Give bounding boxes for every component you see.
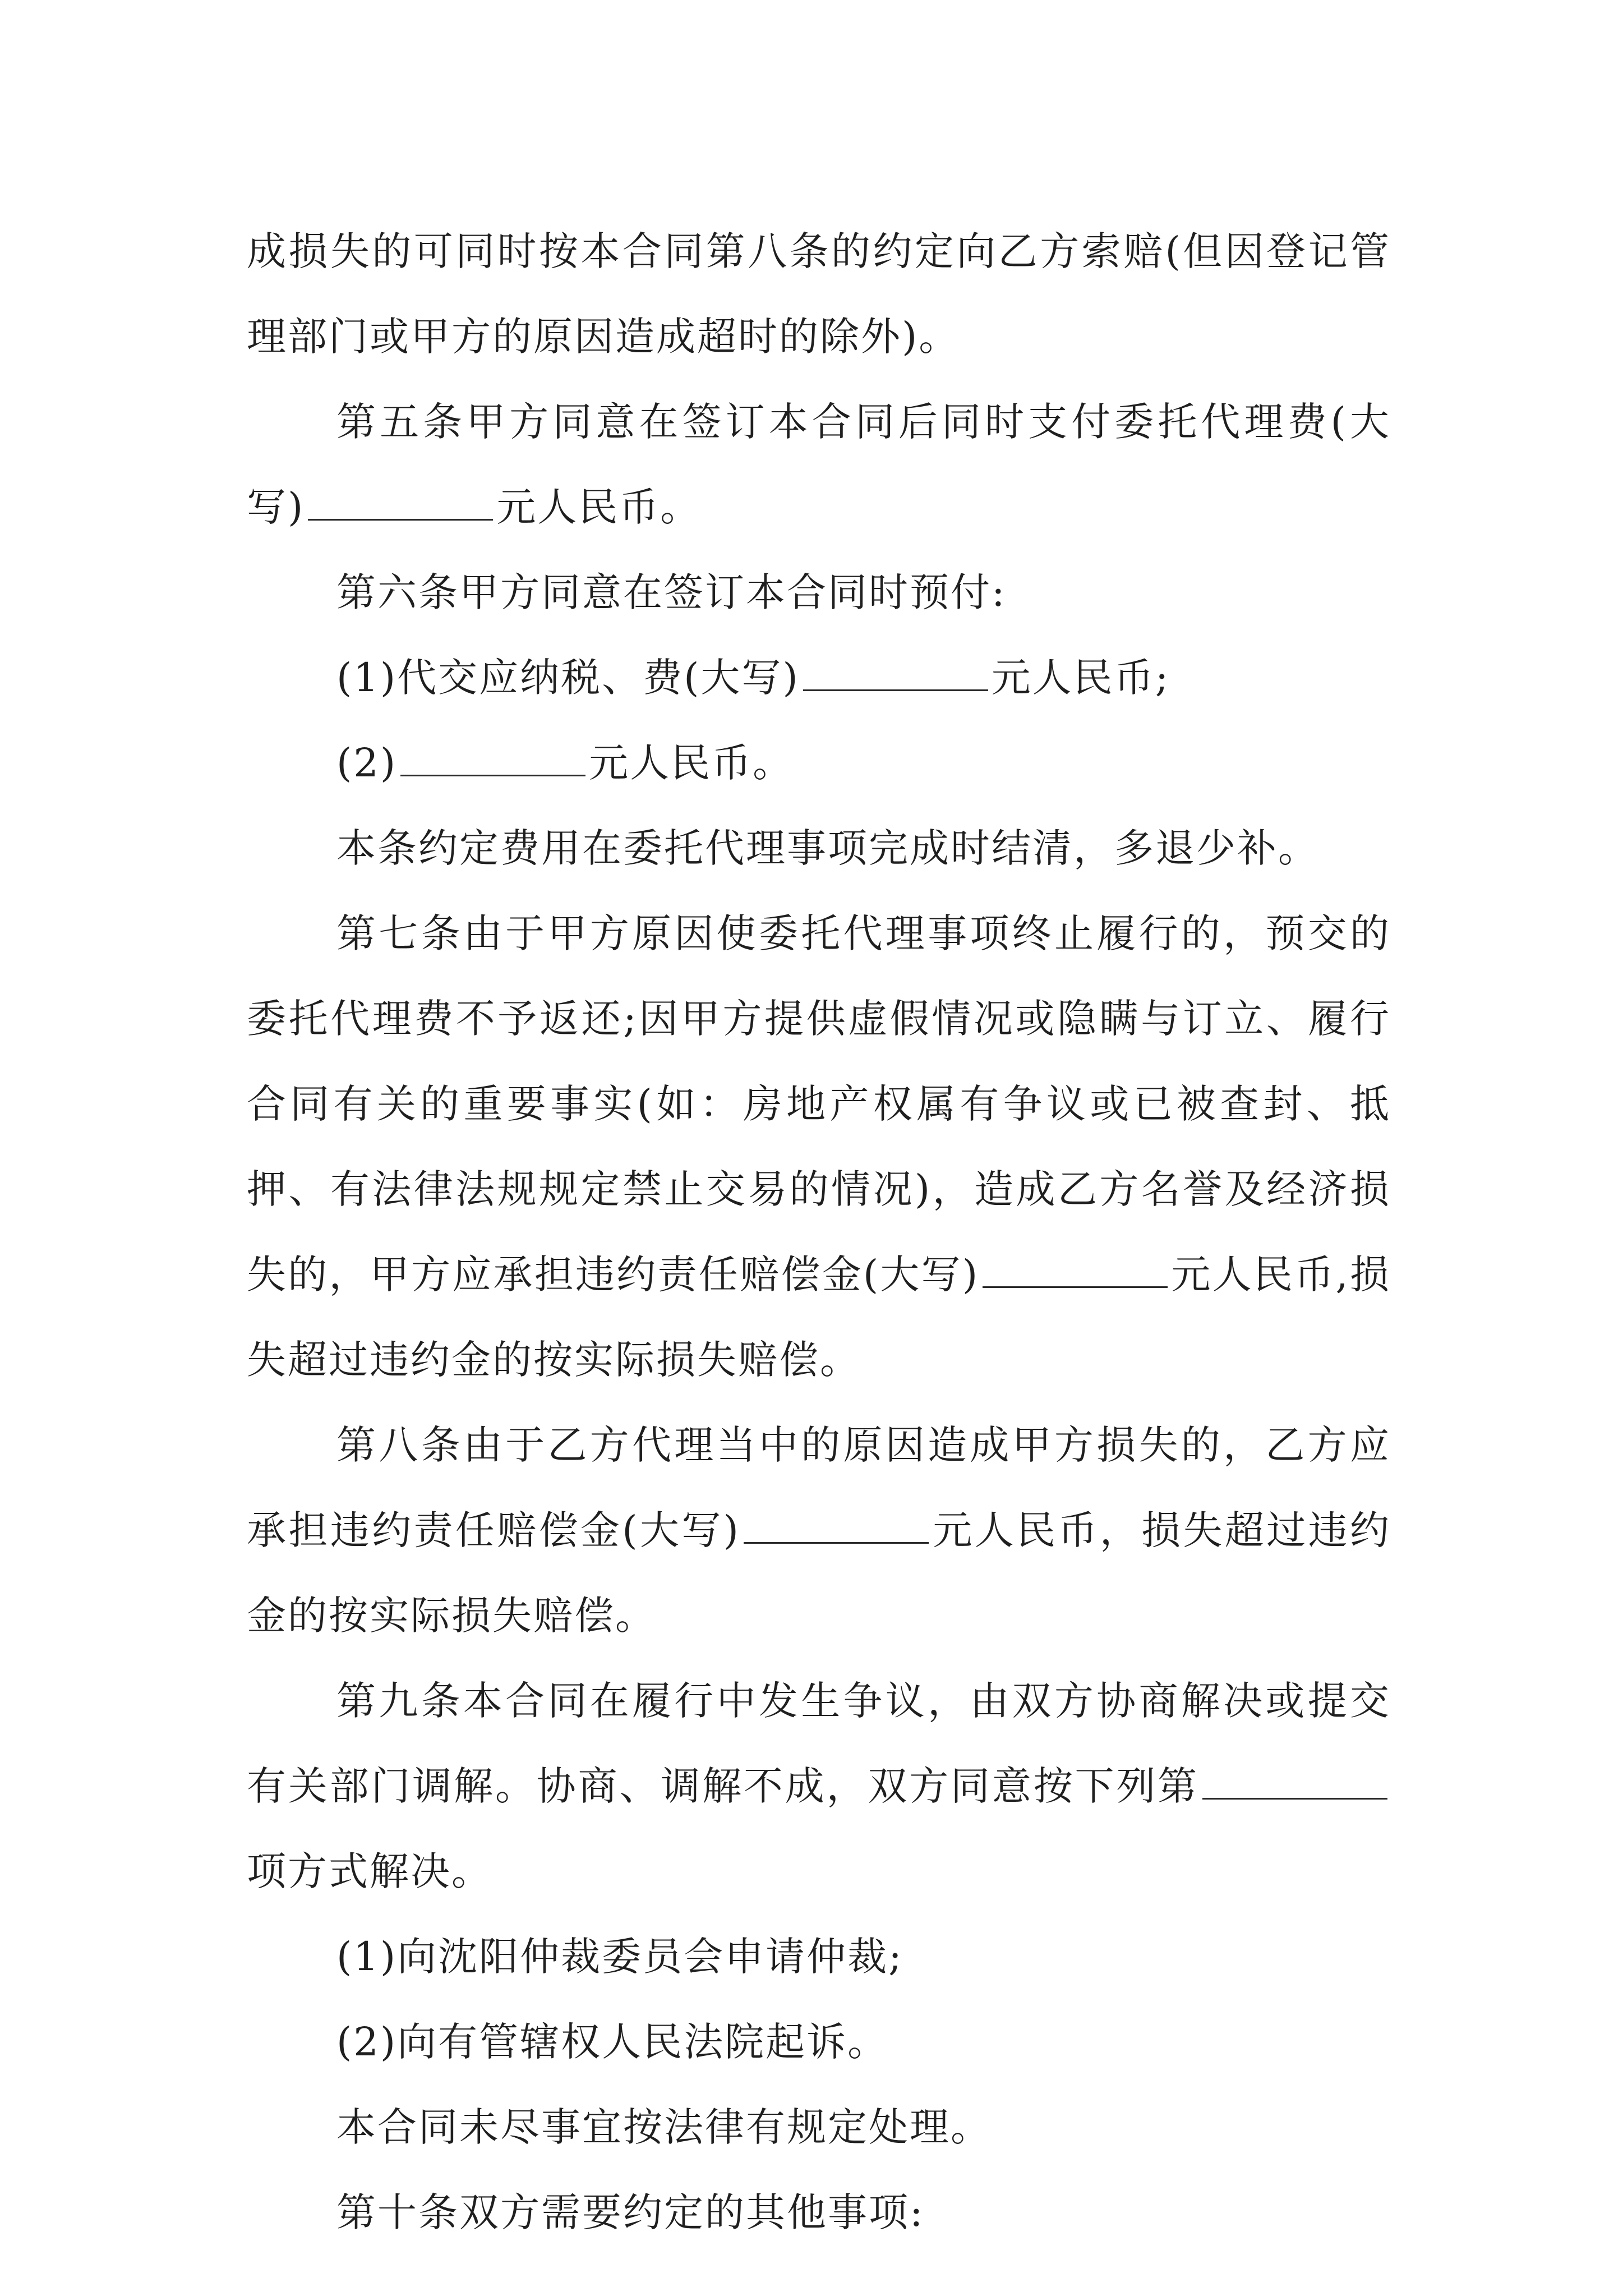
fill-in-blank[interactable]: [400, 742, 585, 776]
paragraph-clause-5: [247, 379, 1391, 550]
fill-in-blank[interactable]: [983, 1254, 1168, 1288]
paragraph-text: 本条约定费用在委托代理事项完成时结清，多退少补。: [336, 825, 1319, 871]
document-body: [247, 209, 1391, 2255]
paragraph-text: 元人民币。: [496, 484, 702, 530]
paragraph-text: 元人民币。: [589, 740, 794, 786]
paragraph-continuation-clause-4: [247, 209, 1391, 379]
paragraph-text: (2)向有管辖权人民法院起诉。: [336, 2019, 889, 2065]
paragraph-text: (2): [336, 740, 398, 786]
fill-in-blank[interactable]: [1202, 1765, 1387, 1800]
paragraph-clause-8: [247, 1402, 1391, 1658]
paragraph-text: 第九条本合同在履行中发生争议，由双方协商解决或提交有关部门调解。协商、调解不成，双方同意按下列第: [247, 1678, 1391, 1809]
paragraph-clause-6-settlement: [247, 806, 1391, 891]
fill-in-blank[interactable]: [308, 486, 493, 521]
paragraph-clause-7: [247, 891, 1391, 1402]
paragraph-text: 元人民币，损失超过违约金的按实际损失赔偿。: [247, 1507, 1391, 1639]
fill-in-blank[interactable]: [744, 1510, 929, 1544]
paragraph-clause-6: [247, 550, 1391, 635]
paragraph-text: 第六条甲方同意在签订本合同时预付:: [336, 569, 1007, 615]
paragraph-text: (1)代交应纳税、费(大写): [336, 655, 800, 701]
paragraph-text: 元人民币,损失超过违约金的按实际损失赔偿。: [247, 1251, 1391, 1383]
paragraph-clause-6-item-1: [247, 635, 1391, 720]
paragraph-clause-9-other: [247, 2085, 1391, 2170]
paragraph-text: 第十条双方需要约定的其他事项:: [336, 2189, 925, 2235]
paragraph-clause-6-item-2: [247, 720, 1391, 806]
paragraph-text: (1)向沈阳仲裁委员会申请仲裁;: [336, 1934, 903, 1980]
paragraph-clause-9-item-1: [247, 1914, 1391, 1999]
paragraph-clause-9-item-2: [247, 1999, 1391, 2085]
paragraph-text: 第八条由于乙方代理当中的原因造成甲方损失的，乙方应承担违约责任赔偿金(大写): [247, 1422, 1391, 1553]
paragraph-text: 第七条由于甲方原因使委托代理事项终止履行的，预交的委托代理费不予返还;因甲方提供虚假情况或隐瞒与订立、履行合同有关的重要事实(如：房地产权属有争议或已被查封、抵押、有法律法规规定禁止交易的情况)，造成乙方名誉及经济损失的，甲方应承担违约责任赔偿金(大写): [247, 910, 1391, 1297]
paragraph-text: 项方式解决。: [247, 1848, 492, 1894]
paragraph-text: 元人民币;: [991, 655, 1170, 701]
paragraph-text: 第五条甲方同意在签订本合同后同时支付委托代理费(大写): [247, 399, 1391, 530]
paragraph-clause-10: [247, 2170, 1391, 2255]
fill-in-blank[interactable]: [803, 657, 988, 691]
paragraph-text: 本合同未尽事宜按法律有规定处理。: [336, 2104, 992, 2150]
paragraph-text: 成损失的可同时按本合同第八条的约定向乙方索赔(但因登记管理部门或甲方的原因造成超时的除外)。: [247, 228, 1391, 360]
paragraph-clause-9: [247, 1658, 1391, 1914]
